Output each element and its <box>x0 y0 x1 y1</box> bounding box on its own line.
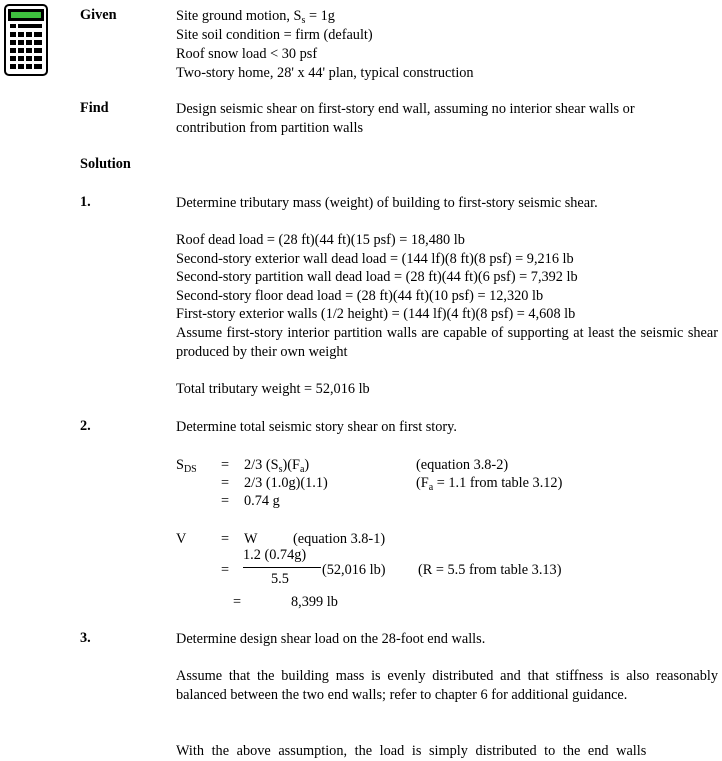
sds-eq-1: = <box>221 457 230 473</box>
given-line-snow: Roof snow load < 30 psf <box>176 46 318 62</box>
v-fraction-denominator: 5.5 <box>271 571 289 587</box>
step2-number: 2. <box>80 418 91 434</box>
v-eq-3: = <box>233 594 242 610</box>
step2-heading: Determine total seismic story shear on first story. <box>176 419 457 435</box>
sds-eq-2: = <box>221 475 230 491</box>
load-first-ext-walls: First-story exterior walls (1/2 height) = (144 lf)(4 ft)(8 psf) = 4,608 lb <box>176 306 576 322</box>
step1-total: Total tributary weight = 52,016 lb <box>176 381 370 397</box>
step3-number: 3. <box>80 630 91 646</box>
sds-result: 0.74 g <box>244 493 280 509</box>
v-fraction-numerator: 1.2 (0.74g) <box>243 547 307 563</box>
sds-formula: 2/3 $(S_s)(F_a)$ <box>244 457 310 475</box>
step3-para2: With the above assumption, the load is simply distributed to the end walls <box>176 743 647 759</box>
step1-assumption: Assume first-story interior partition walls are capable of supporting at least the seismic shear produced by their own weight <box>176 325 718 360</box>
calculator-icon <box>4 4 48 76</box>
load-roof: Roof dead load = (28 ft)(44 ft)(15 psf) = 18,480 lb <box>176 232 465 248</box>
sds-ref-eq: (equation 3.8-2) <box>416 457 509 473</box>
find-line-1: Design seismic shear on first-story end wall, assuming no interior shear walls or <box>176 101 635 117</box>
given-line-soil: Site soil condition = firm (default) <box>176 27 373 43</box>
v-eq-1: = <box>221 531 230 547</box>
v-ref-eq: (equation 3.8-1) <box>293 531 386 547</box>
step1-heading: Determine tributary mass (weight) of building to first-story seismic shear. <box>176 195 598 211</box>
v-ref-table: (R = 5.5 from table 3.13) <box>418 562 562 578</box>
v-weight: W <box>244 531 258 547</box>
sds-eq-3: = <box>221 493 230 509</box>
v-symbol: V <box>176 531 187 547</box>
v-multiplier: (52,016 lb) <box>322 562 386 578</box>
sds-substitution: 2/3 (1.0g)(1.1) <box>244 475 328 491</box>
load-second-partition: Second-story partition wall dead load = (28 ft)(44 ft)(6 psf) = 7,392 lb <box>176 269 578 285</box>
find-line-2: contribution from partition walls <box>176 120 364 136</box>
v-fraction-bar <box>243 567 321 568</box>
given-line-home: Two-story home, 28' x 44' plan, typical construction <box>176 65 474 81</box>
load-second-ext-wall: Second-story exterior wall dead load = (144 lf)(8 ft)(8 psf) = 9,216 lb <box>176 251 574 267</box>
v-result: 8,399 lb <box>291 594 338 610</box>
solution-label: Solution <box>80 156 131 172</box>
step1-number: 1. <box>80 194 91 210</box>
load-second-floor: Second-story floor dead load = (28 ft)(44 ft)(10 psf) = 12,320 lb <box>176 288 544 304</box>
sds-symbol: $S_{DS}$ <box>176 457 197 475</box>
given-label: Given <box>80 7 117 23</box>
v-eq-2: = <box>221 562 230 578</box>
given-line-ground-motion: Site ground motion, $S_s = 1g$ <box>176 8 335 26</box>
find-label: Find <box>80 100 109 116</box>
step3-heading: Determine design shear load on the 28-foot end walls. <box>176 631 486 647</box>
step3-para1: Assume that the building mass is evenly distributed and that stiffness is also reasonably balanced between the two end walls; refer to chapter 6 for additional guidance. <box>176 668 718 703</box>
sds-ref-table: ($F_a = 1.1$ from table 3.12) <box>416 475 563 493</box>
